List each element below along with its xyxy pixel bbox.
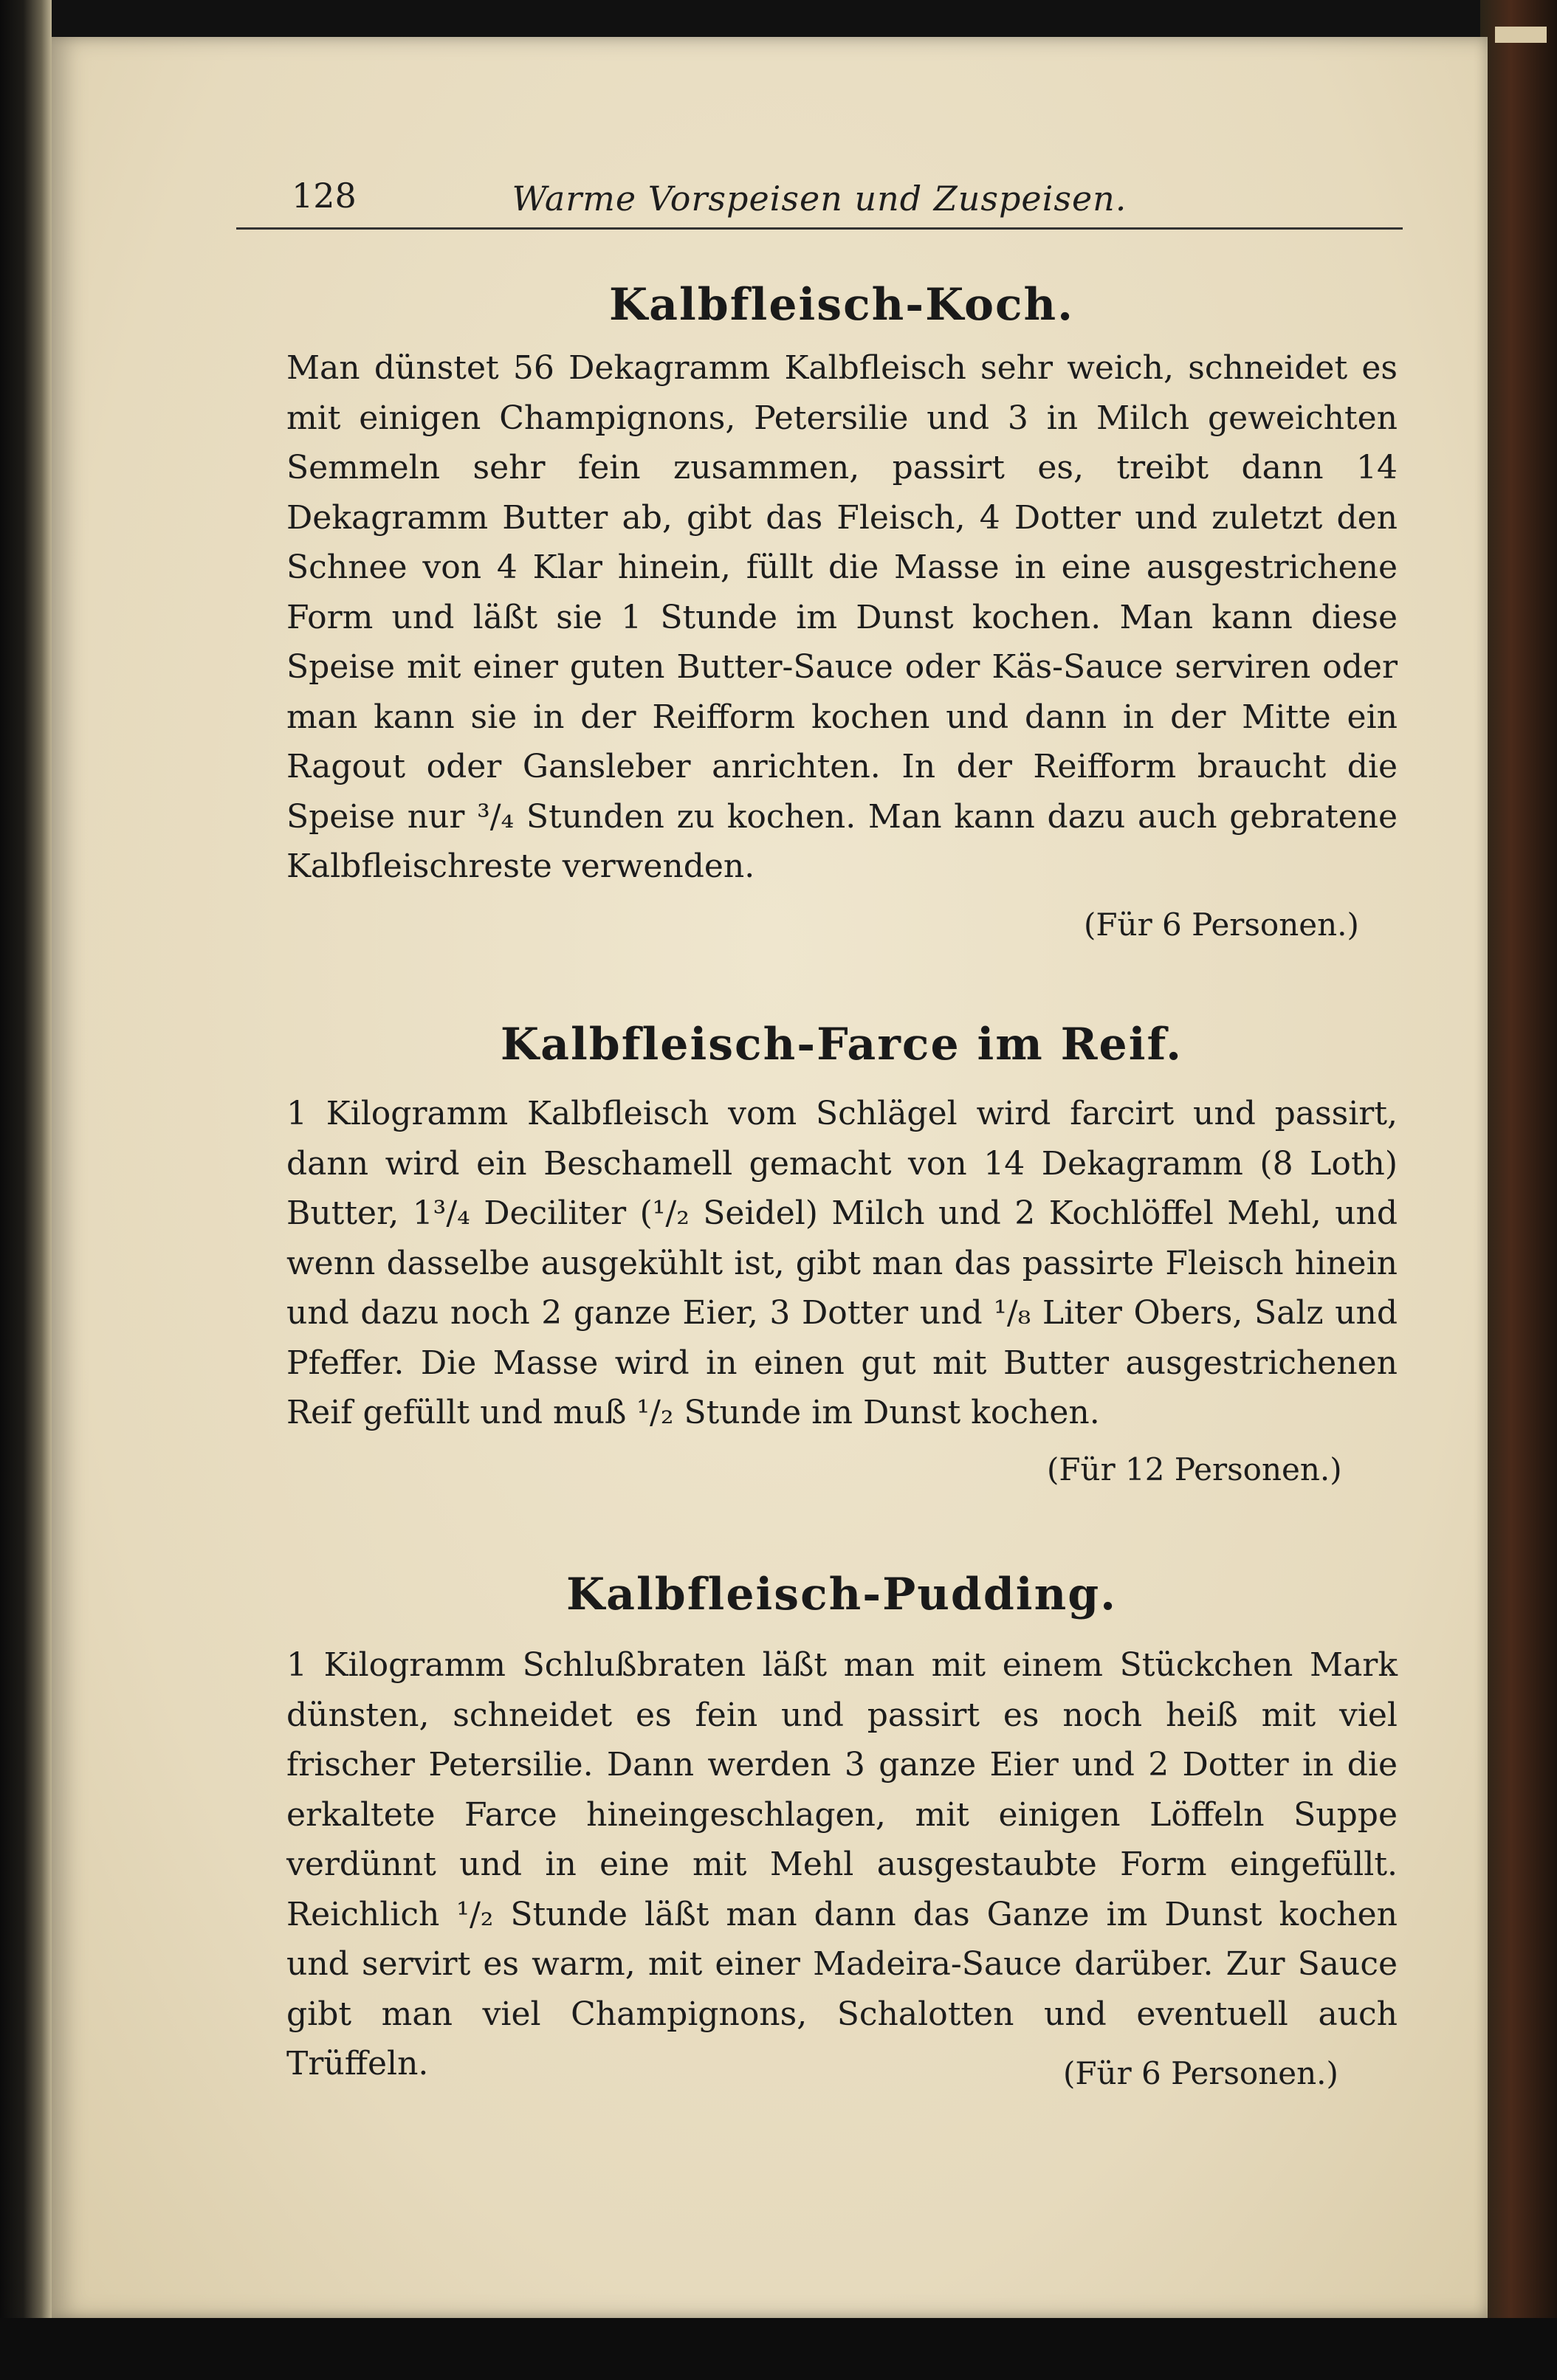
recipe-text: 1 Kilogramm Kalbfleisch vom Schlägel wird farcirt und passirt, dann wird ein Beschamell gemacht von 14 Dekagramm (8 Loth) Butter, 1³/₄ Deciliter (¹/₂ Seidel) Milch und 2 Kochlöffel Mehl, und wenn dasselbe ausgekühlt ist, gibt man das passirte Fleisch hinein und dazu noch 2 ganze Eier, 3 Dotter und ¹/₈ Liter Obers, Salz und Pfeffer. Die Masse wird in einen gut mit Butter ausgestrichenen Reif gefüllt und muß ¹/₂ Stunde im Dunst kochen. [286,1095,1398,1431]
recipe-title: Kalbfleisch-Farce im Reif. [500,1019,1183,1070]
recipe-text: Man dünstet 56 Dekagramm Kalbfleisch sehr weich, schneidet es mit einigen Champignons, Petersilie und 3 in Milch geweichten Semmeln sehr fein zusammen, passirt es, treibt dann 14 Dekagramm Butter ab, gibt das Fleisch, 4 Dotter und zuletzt den Schnee von 4 Klar hinein, füllt die Masse in eine ausgestrichene Form und läßt sie 1 Stunde im Dunst kochen. Man kann diese Speise mit einer guten Butter-Sauce oder Käs-Sauce serviren oder man kann sie in der Reifform kochen und dann in der Mitte ein Ragout oder Gansleber anrichten. In der Reifform braucht die Speise nur ³/₄ Stunden zu kochen. Man kann dazu auch gebratene Kalbfleischreste verwenden. [286,349,1398,885]
book-edge [1480,0,1557,2380]
serving-note: (Für 12 Personen.) [1047,1451,1342,1488]
recipe-title: Kalbfleisch-Pudding. [566,1569,1118,1620]
running-header [236,176,1403,230]
page-number: 128 [292,176,357,216]
recipe-text: 1 Kilogramm Schlußbraten läßt man mit einem Stückchen Mark dünsten, schneidet es fein und passirt es noch heiß mit viel frischer Petersilie. Dann werden 3 ganze Eier und 2 Dotter in die erkaltete Farce hineingeschlagen, mit einigen Löffeln Suppe verdünnt und in eine mit Mehl ausgestaubte Form eingefüllt. Reichlich ¹/₂ Stunde läßt man dann das Ganze im Dunst kochen und servirt es warm, mit einer Madeira-Sauce darüber. Zur Sauce gibt man viel Champignons, Schalotten und eventuell auch Trüffeln. [286,1646,1398,2082]
serving-note: (Für 6 Personen.) [1063,2055,1338,2091]
running-title: Warme Vorspeisen und Zuspeisen. [512,179,1127,219]
recipe-title: Kalbfleisch-Koch. [608,279,1075,331]
serving-note: (Für 6 Personen.) [1084,907,1359,943]
background-strip [0,2318,1557,2380]
page-tab [1495,27,1547,43]
book-spine [0,0,52,2380]
